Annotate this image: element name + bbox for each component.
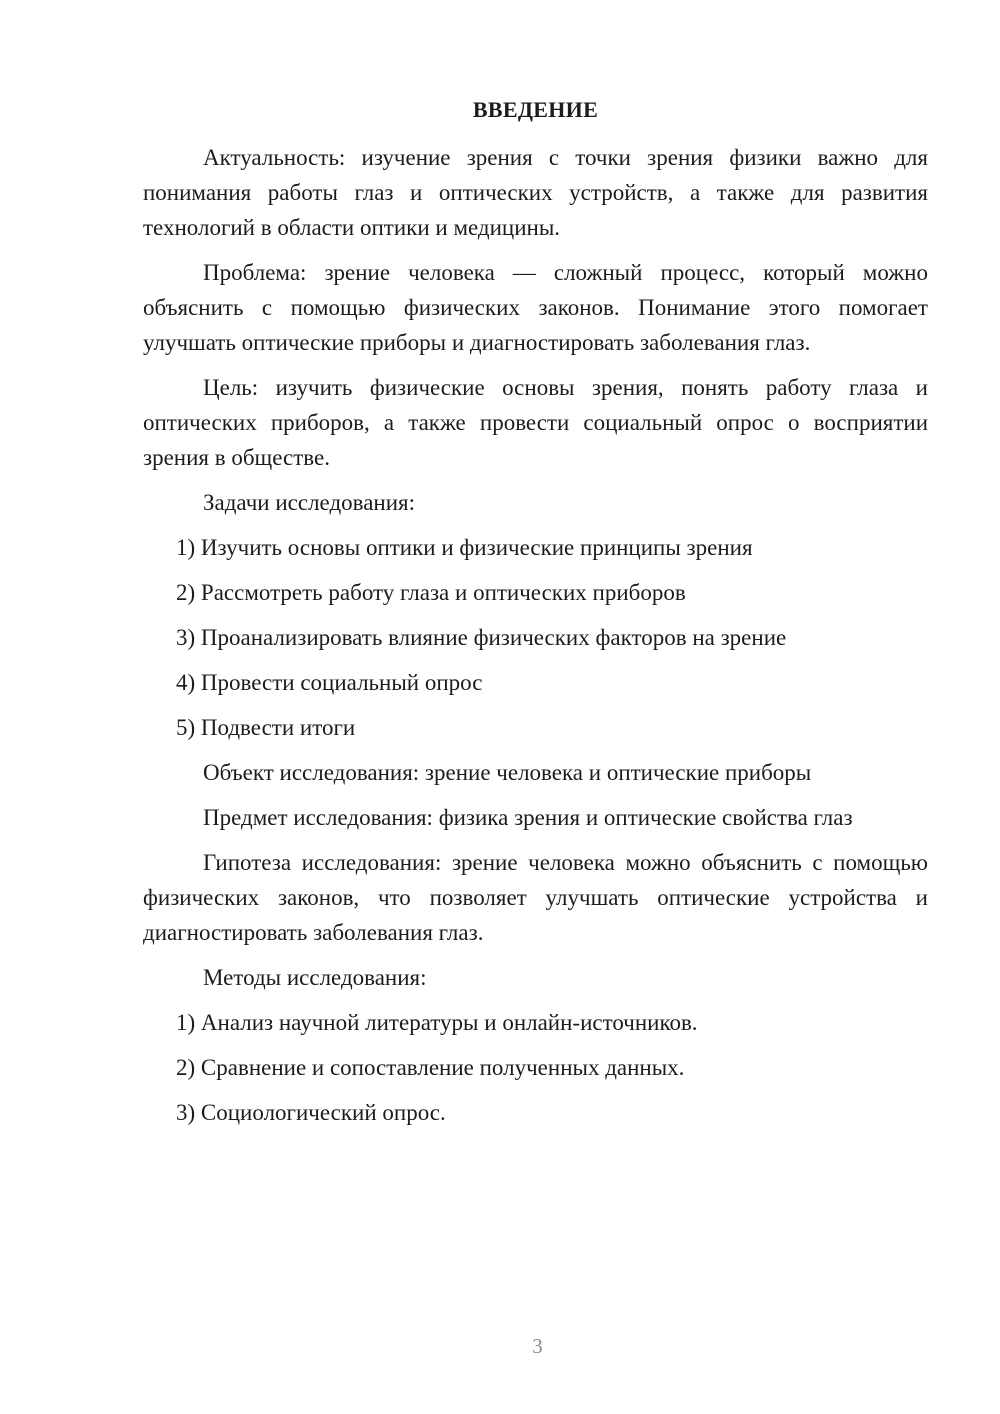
task-item: 2) Рассмотреть работу глаза и оптических приборов [176, 580, 686, 605]
page-content [143, 95, 928, 1140]
hypothesis-paragraph: Гипотеза исследования: зрение человека можно объяснить с помощью физических законов, что позволяет улучшать оптические устройства и диагностировать заболевания глаз. [143, 850, 928, 945]
object-paragraph: Объект исследования: зрение человека и оптические приборы [203, 760, 812, 785]
task-item: 3) Проанализировать влияние физических факторов на зрение [176, 625, 787, 650]
problem-paragraph: Проблема: зрение человека — сложный процесс, который можно объяснить с помощью физических законов. Понимание этого помогает улучшать оптические приборы и диагностировать заболевания глаз. [143, 260, 928, 355]
page-number: 3 [532, 1334, 543, 1358]
methods-heading: Методы исследования: [203, 965, 427, 990]
method-item: 2) Сравнение и сопоставление полученных данных. [176, 1055, 685, 1080]
tasks-heading: Задачи исследования: [203, 490, 416, 515]
method-item: 3) Социологический опрос. [176, 1100, 446, 1125]
task-item: 1) Изучить основы оптики и физические принципы зрения [176, 535, 753, 560]
task-item: 5) Подвести итоги [176, 715, 356, 740]
goal-paragraph: Цель: изучить физические основы зрения, понять работу глаза и оптических приборов, а также провести социальный опрос о восприятии зрения в обществе. [143, 375, 928, 470]
task-item: 4) Провести социальный опрос [176, 670, 483, 695]
methods-list [143, 1005, 928, 1130]
relevance-paragraph: Актуальность: изучение зрения с точки зрения физики важно для понимания работы глаз и оптических устройств, а также для развития технологий в области оптики и медицины. [143, 145, 928, 240]
tasks-list [143, 530, 928, 745]
page-title: ВВЕДЕНИЕ [472, 97, 599, 122]
method-item: 1) Анализ научной литературы и онлайн-источников. [176, 1010, 698, 1035]
subject-paragraph: Предмет исследования: физика зрения и оптические свойства глаз [203, 805, 853, 830]
